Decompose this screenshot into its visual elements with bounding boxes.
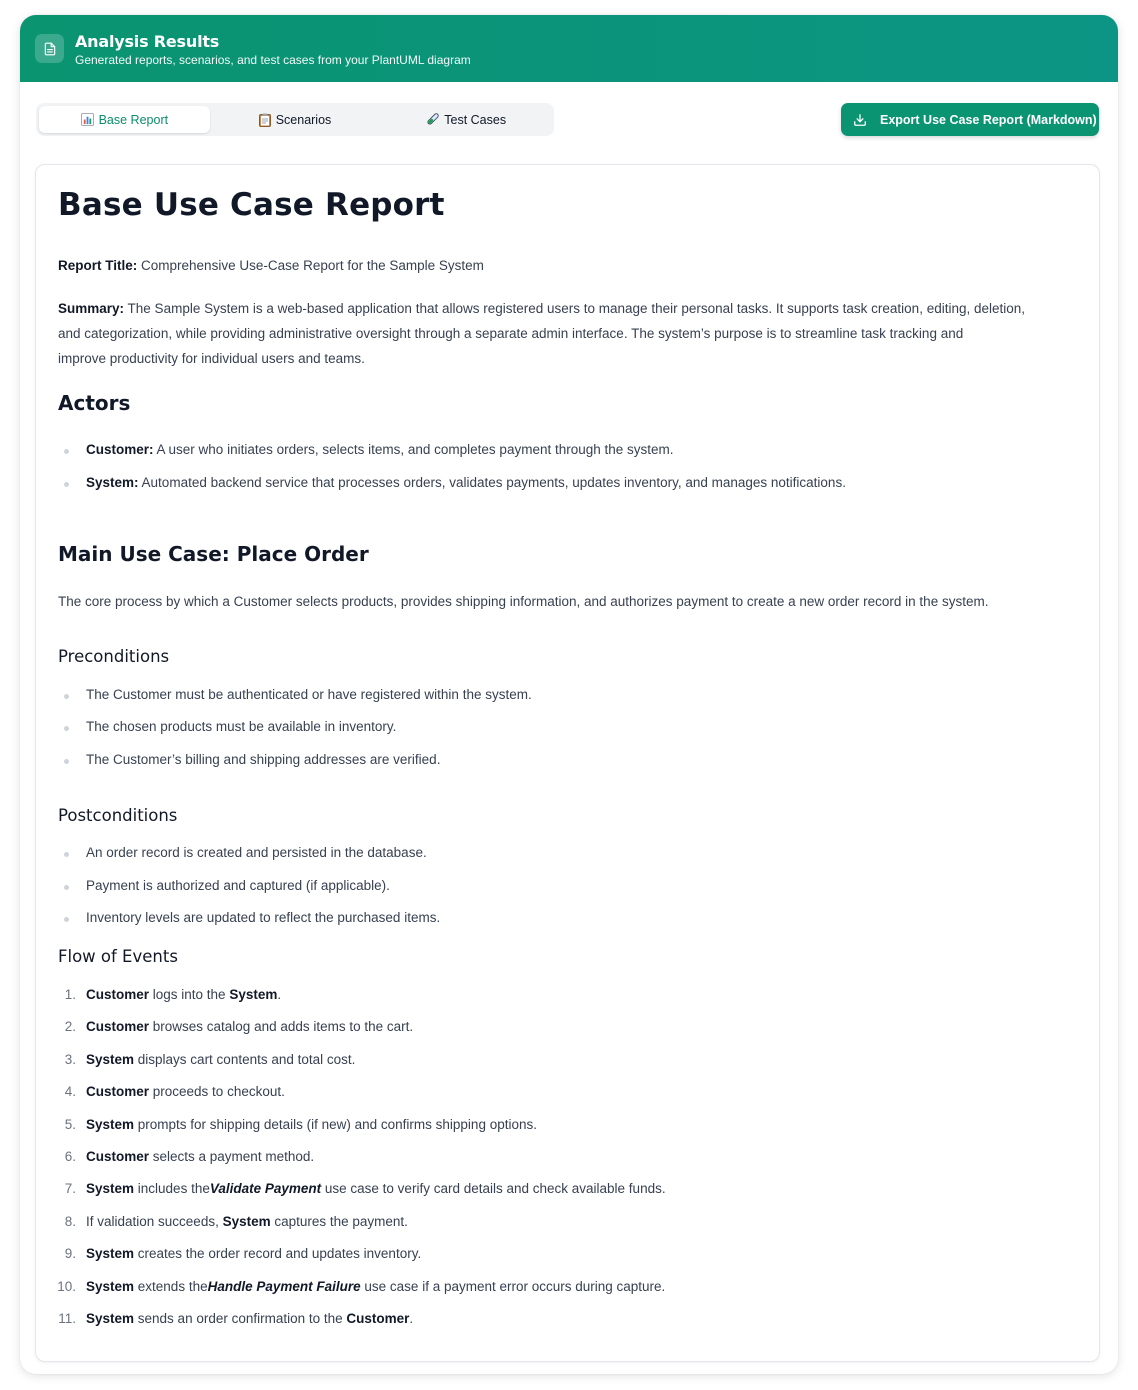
list-item: If validation succeeds, System captures the payment.: [86, 1214, 408, 1229]
list-item: System creates the order record and updates inventory.: [86, 1246, 422, 1261]
document-icon: [35, 34, 64, 63]
bullet: [64, 852, 69, 857]
bullet: [64, 694, 69, 699]
test-tube-icon: [425, 113, 439, 127]
list-item: Customer browses catalog and adds items to the cart.: [86, 1019, 414, 1034]
report-title-value: Comprehensive Use-Case Report for the Sample System: [141, 258, 484, 273]
report-title-label: Report Title:: [58, 258, 138, 273]
list-item: System sends an order confirmation to the Customer.: [86, 1311, 414, 1326]
list-item: Customer logs into the System.: [86, 987, 282, 1002]
list-number: 2.: [64, 1019, 76, 1034]
list-item: System extends theHandle Payment Failure use case if a payment error occurs during capture.: [86, 1279, 666, 1294]
tab-scenarios[interactable]: [210, 106, 381, 133]
list-item: Payment is authorized and captured (if applicable).: [86, 878, 390, 893]
summary-text: and categorization, while providing administrative oversight through a separate admin interface. The system’s purpose is to streamline task tracking and: [58, 326, 964, 341]
download-icon: [853, 113, 867, 127]
list-item: Customer: A user who initiates orders, selects items, and completes payment through the system.: [86, 442, 674, 457]
list-item: The Customer’s billing and shipping addresses are verified.: [86, 752, 441, 767]
summary-text: The Sample System is a web-based application that allows registered users to manage their personal tasks. It supports task creation, editing, deletion,: [127, 301, 1026, 316]
list-number: 9.: [64, 1246, 76, 1261]
tab-label: Base Report: [98, 112, 169, 127]
report-title-line: [58, 253, 484, 278]
list-item: System displays cart contents and total cost.: [86, 1052, 356, 1067]
list-item: System includes theValidate Payment use case to verify card details and check available funds.: [86, 1181, 666, 1196]
list-item: System prompts for shipping details (if new) and confirms shipping options.: [86, 1117, 537, 1132]
preconditions-heading: Preconditions: [58, 647, 170, 666]
list-number: 10.: [57, 1279, 76, 1294]
clipboard-icon: [259, 113, 271, 127]
list-item: Inventory levels are updated to reflect the purchased items.: [86, 910, 441, 925]
list-item: The chosen products must be available in inventory.: [86, 719, 397, 734]
list-number: 11.: [58, 1311, 76, 1326]
main-use-case-description: The core process by which a Customer selects products, provides shipping information, and authorizes payment to create a new order record in the system.: [58, 594, 989, 609]
list-number: 1.: [64, 987, 76, 1002]
list-number: 8.: [64, 1214, 76, 1229]
bullet: [64, 759, 69, 764]
actors-heading: Actors: [58, 391, 131, 415]
list-number: 5.: [64, 1117, 76, 1132]
page-subtitle: Generated reports, scenarios, and test cases from your PlantUML diagram: [75, 52, 471, 67]
flow-of-events-heading: Flow of Events: [58, 947, 178, 966]
list-item: The Customer must be authenticated or have registered within the system.: [86, 687, 532, 702]
bullet: [64, 726, 69, 731]
list-number: 3.: [64, 1052, 76, 1067]
bullet: [64, 449, 69, 454]
export-button-label: Export Use Case Report (Markdown): [880, 112, 1097, 127]
postconditions-heading: Postconditions: [58, 806, 178, 825]
list-item: Customer proceeds to checkout.: [86, 1084, 285, 1099]
export-report-button[interactable]: [841, 103, 1099, 136]
list-item: System: Automated backend service that processes orders, validates payments, updates inventory, and manages notifications.: [86, 475, 846, 490]
list-number: 4.: [64, 1084, 76, 1099]
list-item: Customer selects a payment method.: [86, 1149, 315, 1164]
summary-label: Summary:: [58, 301, 125, 316]
tab-test-cases[interactable]: [380, 106, 551, 133]
base-report-panel: [35, 164, 1100, 1362]
tab-label: Test Cases: [444, 112, 507, 127]
tab-base-report[interactable]: [39, 106, 210, 133]
summary-text: improve productivity for individual users and teams.: [58, 351, 365, 366]
list-number: 6.: [64, 1149, 76, 1164]
bullet: [64, 885, 69, 890]
header: [20, 15, 1118, 82]
bullet: [64, 482, 69, 487]
main-use-case-heading: Main Use Case: Place Order: [58, 542, 369, 566]
bar-chart-icon: [81, 113, 94, 126]
tab-label: Scenarios: [275, 112, 332, 127]
report-title: Base Use Case Report: [58, 187, 445, 223]
list-item: An order record is created and persisted in the database.: [86, 845, 427, 860]
tab-bar: [36, 103, 554, 136]
list-number: 7.: [64, 1181, 76, 1196]
analysis-results-card: [20, 15, 1118, 1374]
summary: [58, 296, 1025, 371]
page-title: Analysis Results: [75, 31, 220, 51]
bullet: [64, 917, 69, 922]
